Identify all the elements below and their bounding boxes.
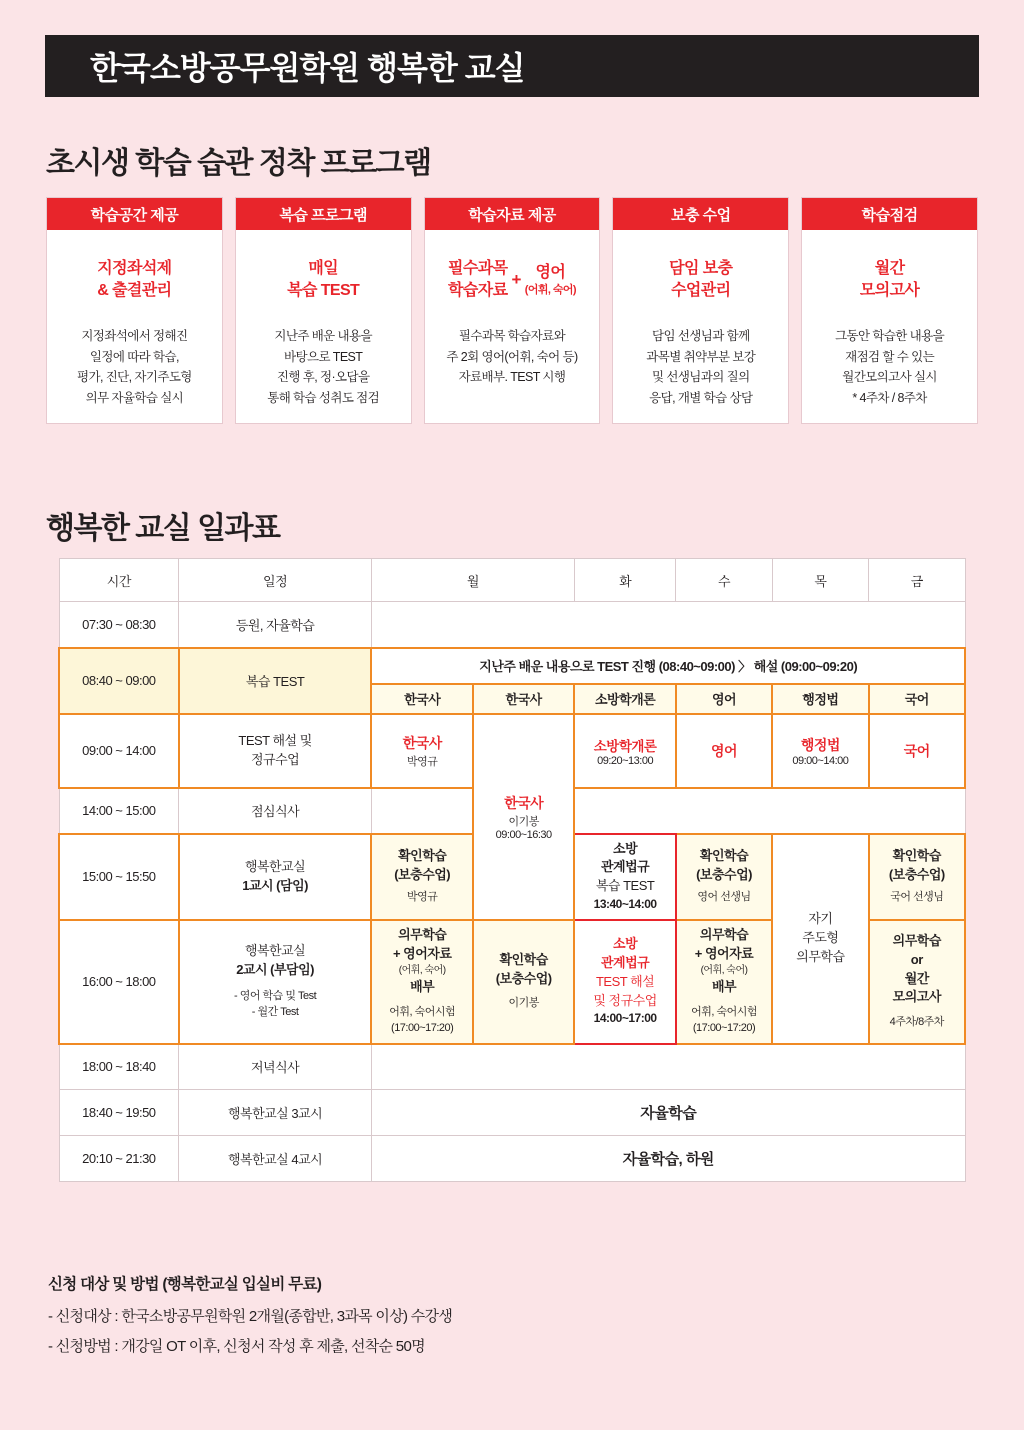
cell-plan [179,834,372,920]
cell-plan [179,920,372,1044]
col-tue: 화 [574,559,675,602]
cell-plan-line: 행복한교실 [244,942,306,958]
cell-plan-line: 2교시 (부담임) [236,961,314,977]
subject-name: 행정법 [800,736,840,753]
activity-time: 14:00~17:00 [593,1011,657,1026]
cell-plan: 행복한교실 3교시 [179,1090,372,1136]
card-body-line: 일정에 따라 학습, [89,349,179,364]
table-row [59,648,965,684]
card-highlight-line: 필수과목 [448,260,508,278]
cell-subject-thu: 행정법 [772,684,868,714]
card-highlight [854,230,925,322]
cell-thu-selfstudy-span [772,834,868,1044]
activity-line: (보충수업) [495,970,552,986]
activity-time: (17:00~17:20) [391,1022,454,1035]
card-highlight-sub: (어휘, 숙어) [524,284,576,297]
table-row [59,1090,965,1136]
card-body [827,322,952,409]
card-body-line: 재점검 할 수 있는 [845,349,935,364]
card-body-line: 과목별 취약부분 보강 [646,349,756,364]
cell-plan-note: - 월간 Test [251,1006,299,1019]
program-card-5 [801,197,978,424]
footer-line-1: - 신청대상 : 한국소방공무원학원 2개월(종합반, 3과목 이상) 수강생 [48,1308,453,1325]
cell-mon-class [371,714,472,788]
activity-line: 어휘, 숙어시험 [389,1006,456,1019]
schedule-section-title: 행복한 교실 일과표 [46,512,280,545]
cell-content [574,788,965,834]
cell-time: 15:00 ~ 15:50 [59,834,179,920]
cell-fri-supplement [869,834,965,920]
card-highlight [442,230,582,322]
activity-line: TEST 해설 [595,973,655,989]
card-caption: 복습 프로그램 [236,198,411,230]
cell-merged-content: 자율학습 [371,1090,965,1136]
schedule-table [58,558,966,1182]
cell-content [371,788,472,834]
cell-tue-regular [574,920,675,1044]
card-body-line: 지난주 배운 내용을 [274,329,372,343]
cell-plan [179,714,372,788]
teacher-name: 이기봉 [508,815,539,828]
card-body-line: 및 선생님과의 질의 [652,370,750,385]
card-highlight [663,230,738,322]
card-body-line: * 4주차 / 8주차 [852,390,927,405]
cell-merged-content: 자율학습, 하원 [371,1136,965,1182]
card-highlight-line: 월간 [874,260,905,278]
card-body-line: 그동안 학습한 내용을 [835,329,945,343]
cell-fri-duty [869,920,965,1044]
card-body [638,322,763,409]
activity-line: 의무학습 [892,932,941,948]
card-body-line: 담임 선생님과 함께 [652,329,750,343]
card-highlight-line: 영어 [535,263,566,281]
card-body-line: 응답, 개별 학습 상담 [649,390,753,405]
activity-line: 관계법규 [600,954,650,970]
card-body-line: 평가, 진단, 자기주도형 [77,370,192,385]
card-body [259,322,387,409]
program-card-4 [612,197,789,424]
activity-line: 어휘, 숙어시험 [691,1006,757,1019]
activity-line: 월간 [904,970,929,986]
card-body-line: 지정좌석에서 정해진 [81,329,188,343]
teacher-name: 박영규 [407,891,438,904]
activity-line: 확인학습 [699,847,749,863]
col-plan: 일정 [179,559,372,602]
class-time: 09:00~14:00 [792,754,849,767]
cell-plan: 점심식사 [179,788,372,834]
cell-thu-class [772,714,868,788]
cell-time: 14:00 ~ 15:00 [59,788,179,834]
cell-wed-duty [676,920,772,1044]
card-highlight-line: 수업관리 [671,282,731,299]
cell-tue-review [574,834,675,920]
program-card-1 [46,197,223,424]
cell-plan-line: 정규수업 [250,751,300,767]
program-card-list [46,197,978,424]
activity-line: 확인학습 [892,847,941,863]
activity-line: 모의고사 [892,989,941,1005]
cell-content [371,602,965,648]
class-time: 09:20~13:00 [597,754,654,767]
cell-plan-line: 행복한교실 [244,858,306,874]
activity-line: 배부 [711,979,737,995]
card-highlight-line: 매일 [308,260,339,278]
card-highlight [91,230,177,322]
activity-line: 의무학습 [796,948,845,964]
cell-plan: 행복한교실 4교시 [179,1136,372,1182]
activity-line: 관계법규 [600,859,650,875]
card-body-line: 월간모의고사 실시 [842,370,937,385]
cell-time: 08:40 ~ 09:00 [59,648,179,714]
card-highlight [281,230,365,322]
activity-line: (보충수업) [888,866,945,882]
activity-line: + 영어자료 [392,945,452,961]
col-mon: 월 [371,559,574,602]
card-highlight-line: 복습 TEST [287,282,360,299]
card-highlight-line: & 출결관리 [97,282,172,299]
schedule-table-wrap [58,558,966,1182]
cell-plan: 저녁식사 [179,1044,372,1090]
activity-line: 소방 [613,840,638,856]
cell-content [371,1044,965,1090]
class-time: 09:00~16:30 [495,828,552,841]
subject-name: 국어 [903,742,930,759]
cell-mon2-class-span [473,714,574,920]
activity-line: (보충수업) [696,866,752,882]
cell-test-banner: 지난주 배운 내용으로 TEST 진행 (08:40~09:00) 〉 해설 (09:00~09:20) [371,648,965,684]
cell-plan-note: - 영어 학습 및 Test [233,990,317,1003]
card-caption: 학습점검 [802,198,977,230]
activity-time: (17:00~17:20) [692,1022,756,1035]
cell-plan: 복습 TEST [179,648,372,714]
card-body-line: 필수과목 학습자료와 [458,329,566,343]
cell-time: 16:00 ~ 18:00 [59,920,179,1044]
footer-heading: 신청 대상 및 방법 (행복한교실 입실비 무료) [48,1276,322,1293]
cell-mon-duty [371,920,472,1044]
teacher-name: 박영규 [407,755,438,768]
activity-line: 의무학습 [699,927,749,943]
cell-time: 20:10 ~ 21:30 [59,1136,179,1182]
card-body-line: 통해 학습 성취도 점검 [267,390,380,405]
activity-line: 배부 [410,979,435,995]
footer-section [48,1272,948,1365]
cell-mon-supplement [371,834,472,920]
activity-line: 자기 [808,911,833,927]
col-thu: 목 [772,559,868,602]
cell-time: 18:00 ~ 18:40 [59,1044,179,1090]
activity-line: 복습 TEST [595,878,655,894]
table-header-row [59,559,965,602]
cell-subject-tue: 소방학개론 [574,684,675,714]
program-card-3 [424,197,601,424]
card-highlight-row [448,258,576,301]
table-row [59,1044,965,1090]
plus-sign: + [511,269,521,289]
program-section-title: 초시생 학습 습관 정착 프로그램 [46,147,431,180]
activity-line: 확인학습 [499,951,548,967]
card-highlight-line: 학습자료 [448,282,508,299]
activity-line: (보충수업) [394,866,451,882]
activity-time: 13:40~14:00 [593,897,657,912]
footer-line-2: - 신청방법 : 개강일 OT 이후, 신청서 작성 후 제출, 선착순 50명 [48,1338,425,1355]
teacher-name: 영어 선생님 [697,891,751,904]
col-fri: 금 [869,559,965,602]
cell-wed-supplement [676,834,772,920]
program-card-2 [235,197,412,424]
cell-subject-mon: 한국사 [371,684,472,714]
subject-name: 소방학개론 [593,738,657,754]
table-row [59,602,965,648]
cell-subject-wed: 영어 [676,684,772,714]
cell-plan: 등원, 자율학습 [179,602,372,648]
cell-plan-line: 1교시 (담임) [242,877,308,893]
teacher-name: 이기봉 [508,997,539,1010]
activity-line: or [910,951,923,967]
cell-time: 07:30 ~ 08:30 [59,602,179,648]
col-wed: 수 [676,559,772,602]
cell-subject-fri: 국어 [869,684,965,714]
header-title: 한국소방공무원학원 행복한 교실 [90,50,525,86]
card-body-line: 주 2회 영어(어휘, 숙어 등) [446,349,578,364]
activity-line: (어휘, 숙어) [398,964,446,976]
header-banner [45,35,979,97]
card-body [438,322,585,388]
cell-fri-class [869,714,965,788]
activity-line: 소방 [613,936,638,952]
cell-time: 09:00 ~ 14:00 [59,714,179,788]
card-caption: 학습자료 제공 [425,198,600,230]
cell-tue-class [574,714,675,788]
cell-wed-class [676,714,772,788]
col-time: 시간 [59,559,179,602]
card-body-line: 진행 후, 정·오답을 [276,370,370,385]
card-body-line: 자료배부. TEST 시행 [458,370,566,385]
card-body-line: 의무 자율학습 실시 [85,390,184,405]
card-highlight-line: 담임 보충 [669,260,733,278]
cell-time: 18:40 ~ 19:50 [59,1090,179,1136]
card-highlight-line: 지정좌석제 [97,260,172,278]
activity-line: 및 정규수업 [593,992,657,1008]
cell-subject-mon2: 한국사 [473,684,574,714]
card-body-line: 바탕으로 TEST [284,349,363,364]
subject-name: 영어 [710,742,738,759]
activity-note: 4주차/8주차 [889,1016,944,1029]
activity-line: 주도형 [802,930,839,946]
teacher-name: 국어 선생님 [890,891,944,904]
card-highlight-line: 모의고사 [859,282,920,299]
activity-line: + 영어자료 [694,945,754,961]
table-row [59,1136,965,1182]
card-caption: 보충 수업 [613,198,788,230]
card-caption: 학습공간 제공 [47,198,222,230]
activity-line: 의무학습 [398,927,447,943]
subject-name: 한국사 [402,734,442,751]
subject-name: 한국사 [504,794,544,811]
cell-mon2-supplement [473,920,574,1044]
activity-line: (어휘, 숙어) [700,964,748,976]
card-body [69,322,200,409]
cell-plan-line: TEST 해설 및 [238,732,312,748]
table-row [59,714,965,788]
activity-line: 확인학습 [398,847,447,863]
